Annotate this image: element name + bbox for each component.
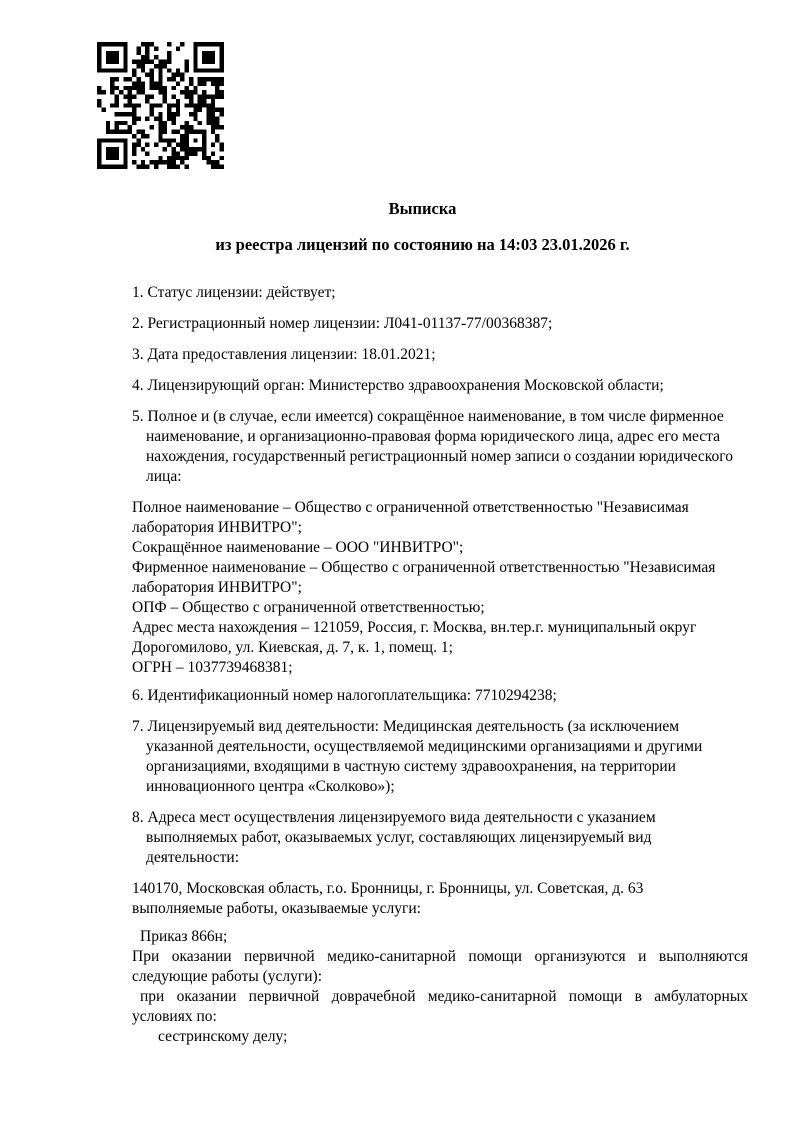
pre-medical-line: при оказании первичной доврачебной медико-санитарной помощи в амбулаторных условиях по:: [132, 988, 748, 1025]
activity-address-block: [132, 879, 748, 919]
item-number: 8.: [132, 809, 144, 826]
item-text: Полное и (в случае, если имеется) сокращённое наименование, в том числе фирменное наименование, и организационно-правовая форма юридического лица, адрес его места нахождения, государственный регистрационный номер записи о создании юридического лица:: [146, 408, 734, 485]
item-text: Адреса мест осуществления лицензируемого вида деятельности с указанием выполняемых работ, оказываемых услуг, составляющих лицензируемый вид деятельности:: [146, 809, 656, 866]
item-text: Лицензируемый вид деятельности: Медицинская деятельность (за исключением указанной деятельности, осуществляемой медицинскими организациями и другими организациями, входящими в частную систему здравоохранения, на территории инновационного центра «Сколково»);: [146, 718, 703, 795]
org-full-name: Полное наименование – Общество с ограниченной ответственностью "Независимая лаборатория ИНВИТРО";: [132, 499, 689, 536]
item-organization-names: [132, 407, 748, 487]
primary-care-line: При оказании первичной медико-санитарной помощи организуются и выполняются следующие работы (услуги):: [132, 948, 748, 985]
item-number: 3.: [132, 346, 144, 363]
org-brand-name: Фирменное наименование – Общество с ограниченной ответственностью "Независимая лаборатория ИНВИТРО";: [132, 559, 716, 596]
qr-code: [97, 42, 224, 169]
item-license-status: [132, 283, 748, 303]
item-number: 4.: [132, 377, 144, 394]
item-text: Регистрационный номер лицензии: Л041-01137-77/00368387;: [147, 315, 553, 332]
item-licensed-activity: [132, 717, 748, 797]
item-text: Идентификационный номер налогоплательщика: 7710294238;: [147, 687, 557, 704]
works-list: [132, 927, 748, 1047]
item-licensing-authority: [132, 376, 748, 396]
org-address: Адрес места нахождения – 121059, Россия, г. Москва, вн.тер.г. муниципальный округ Дорогомилово, ул. Киевская, д. 7, к. 1, помещ. 1;: [132, 619, 697, 656]
item-number: 1.: [132, 284, 144, 301]
order-reference: Приказ 866н;: [140, 928, 228, 945]
document-title: Выписка: [388, 199, 457, 218]
item-registration-number: [132, 314, 748, 334]
item-number: 7.: [132, 718, 144, 735]
item-text: Дата предоставления лицензии: 18.01.2021;: [147, 346, 436, 363]
item-text: Лицензирующий орган: Министерство здравоохранения Московской области;: [147, 377, 664, 394]
item-activity-addresses: [132, 808, 748, 868]
activity-address: 140170, Московская область, г.о. Бронницы, г. Бронницы, ул. Советская, д. 63: [132, 880, 644, 897]
organization-details: [132, 498, 748, 678]
org-ogrn: ОГРН – 1037739468381;: [132, 659, 293, 676]
item-taxpayer-number: [132, 686, 748, 706]
document-subtitle: из реестра лицензий по состоянию на 14:03 23.01.2026 г.: [215, 235, 630, 254]
item-text: Статус лицензии: действует;: [147, 284, 336, 301]
item-number: 5.: [132, 408, 144, 425]
nursing-line: сестринскому делу;: [158, 1028, 288, 1045]
item-number: 2.: [132, 315, 144, 332]
org-legal-form: ОПФ – Общество с ограниченной ответственностью;: [132, 599, 485, 616]
item-number: 6.: [132, 687, 144, 704]
works-label: выполняемые работы, оказываемые услуги:: [132, 900, 421, 917]
document-body: [132, 283, 748, 1047]
org-short-name: Сокращённое наименование – ООО "ИНВИТРО";: [132, 539, 464, 556]
item-grant-date: [132, 345, 748, 365]
